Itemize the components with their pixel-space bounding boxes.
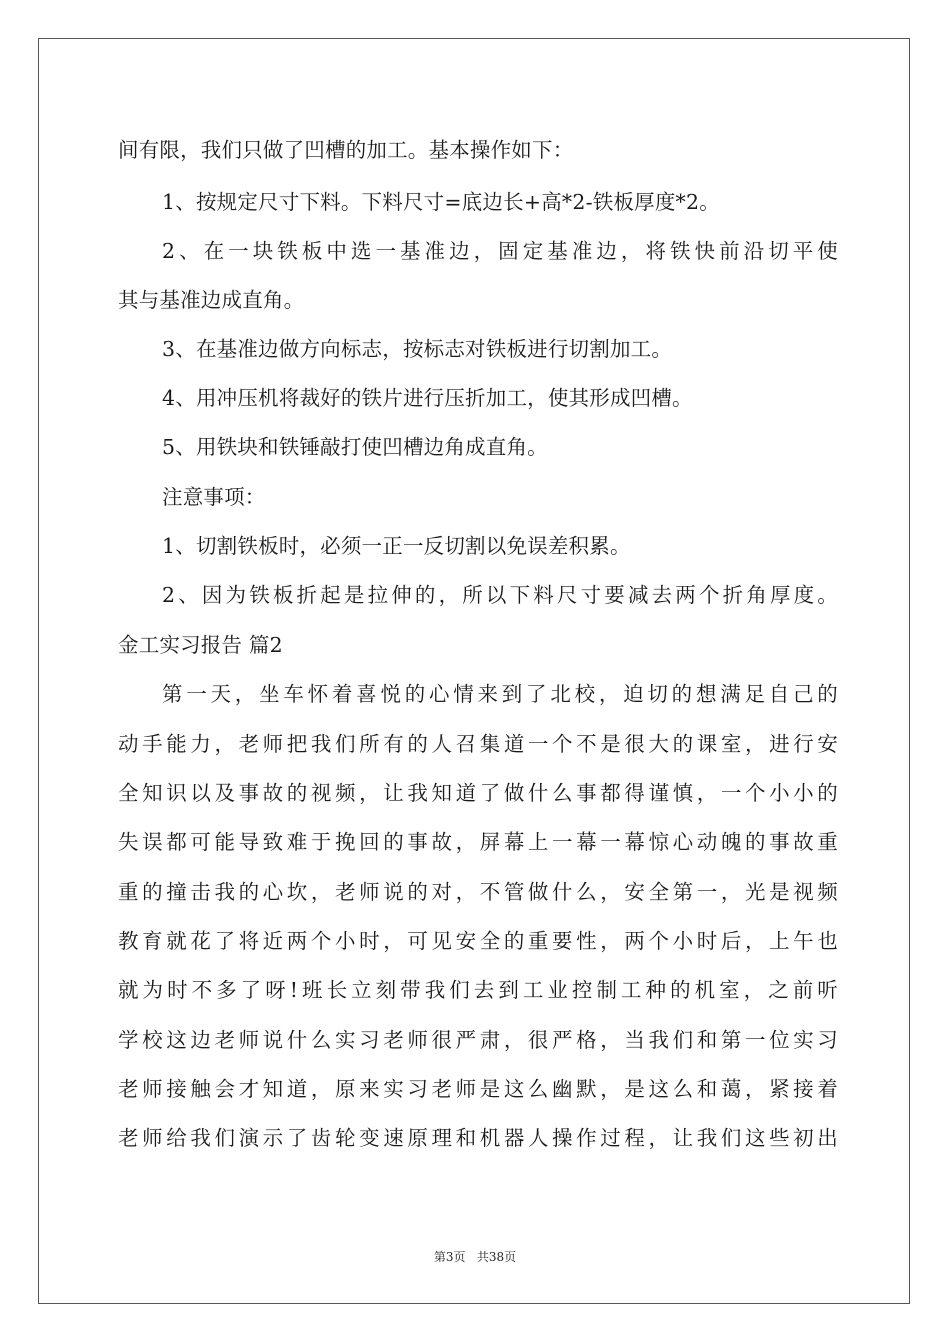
text-line: 教育就花了将近两个小时，可见安全的重要性，两个小时后，上午也 — [118, 929, 838, 953]
text-line: 其与基准边成直角。 — [118, 288, 305, 312]
text-line: 2、在一块铁板中选一基准边，固定基准边，将铁快前沿切平使 — [162, 239, 838, 263]
page-border — [38, 38, 910, 1304]
text-line: 动手能力，老师把我们所有的人召集道一个不是很大的课室，进行安 — [118, 732, 838, 756]
section-heading: 金工实习报告 篇2 — [118, 633, 283, 657]
text-line: 重的撞击我的心坎，老师说的对，不管做什么，安全第一，光是视频 — [118, 880, 838, 904]
text-line: 第一天，坐车怀着喜悦的心情来到了北校，迫切的想满足自己的 — [162, 682, 838, 706]
text-line: 3、在基准边做方向标志，按标志对铁板进行切割加工。 — [162, 337, 673, 361]
text-line: 学校这边老师说什么实习老师很严肃，很严格，当我们和第一位实习 — [118, 1028, 838, 1052]
text-line: 4、用冲压机将裁好的铁片进行压折加工，使其形成凹槽。 — [162, 386, 693, 410]
text-line: 2、因为铁板折起是拉伸的，所以下料尺寸要减去两个折角厚度。 — [162, 583, 838, 607]
text-line: 老师接触会才知道，原来实习老师是这么幽默，是这么和蔼，紧接着 — [118, 1077, 838, 1101]
text-line: 全知识以及事故的视频，让我知道了做什么事都得谨慎，一个小小的 — [118, 781, 838, 805]
text-line: 注意事项： — [162, 485, 266, 509]
page-total: 共38页 — [476, 1250, 517, 1264]
text-line: 失误都可能导致难于挽回的事故，屏幕上一幕一幕惊心动魄的事故重 — [118, 830, 838, 854]
text-line: 间有限，我们只做了凹槽的加工。基本操作如下： — [118, 138, 574, 162]
text-line: 1、按规定尺寸下料。下料尺寸=底边长+高*2-铁板厚度*2。 — [162, 190, 720, 214]
text-line: 5、用铁块和铁锤敲打使凹槽边角成直角。 — [162, 435, 548, 459]
text-line: 就为时不多了呀!班长立刻带我们去到工业控制工种的机室，之前听 — [118, 978, 838, 1002]
page-footer — [0, 1248, 950, 1265]
text-line: 老师给我们演示了齿轮变速原理和机器人操作过程，让我们这些初出 — [118, 1126, 838, 1150]
page-number: 第3页 — [433, 1250, 466, 1264]
text-line: 1、切割铁板时，必须一正一反切割以免误差积累。 — [162, 534, 631, 558]
